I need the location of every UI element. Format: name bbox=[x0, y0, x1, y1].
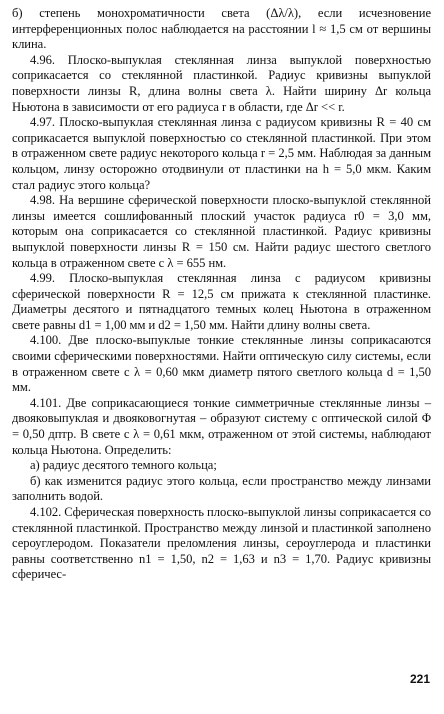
page-number: 221 bbox=[409, 672, 430, 686]
problem-4-101-part-b: б) как изменится радиус этого кольца, если пространство между линзами заполнить водой. bbox=[12, 473, 431, 504]
problem-4-97: 4.97. Плоско-выпуклая стеклянная линза с радиусом кривизны R = 40 см соприкасается выпуклой поверхностью со стеклянной пластинкой. При этом в отраженном свете радиус некоторого кольца r = 2,5 мм. Наблюдая за данным кольцом, линзу осторожно отодвинули от пластинки на h = 5,0 мкм. Каким стал радиус этого кольца? bbox=[12, 115, 431, 192]
paragraph-continuation-b: б) степень монохроматичности света (Δλ/λ), если исчезновение интерференционных полос наблюдается на расстоянии l ≈ 1,5 см от вершины клина. bbox=[12, 6, 431, 52]
problem-4-101: 4.101. Две соприкасающиеся тонкие симметричные стеклянные линзы – двояковыпуклая и двояковогнутая – образуют систему с оптической силой Φ = 0,50 дптр. В свете с λ = 0,61 мкм, отраженном от этой системы, наблюдают кольца Ньютона. Определить: bbox=[12, 395, 431, 457]
problem-4-101-part-a: а) радиус десятого темного кольца; bbox=[30, 458, 217, 473]
problem-4-99: 4.99. Плоско-выпуклая стеклянная линза с радиусом кривизны сферической поверхности R = 12,5 см прижата к стеклянной пластинке. Диаметры десятого и пятнадцатого темных колец Ньютона в отраженном свете равны d1 = 1,00 мм и d2 = 1,50 мм. Найти длину волны света. bbox=[12, 271, 431, 332]
problem-4-100: 4.100. Две плоско-выпуклые тонкие стеклянные линзы соприкасаются своими сферическими поверхностями. Найти оптическую силу системы, если в отраженном свете с λ = 0,60 мкм диаметр пятого светлого кольца d = 1,50 мм. bbox=[12, 333, 431, 395]
problem-4-96: 4.96. Плоско-выпуклая стеклянная линза выпуклой поверхностью соприкасается со стеклянной пластинкой. Радиус кривизны выпуклой поверхности линзы R, длина волны света λ. Найти ширину Δr кольца Ньютона в зависимости от его радиуса r в области, где Δr << r. bbox=[12, 52, 431, 114]
problem-4-102: 4.102. Сферическая поверхность плоско-выпуклой линзы соприкасается со стеклянной пластинкой. Пространство между линзой и пластинкой заполнено сероуглеродом. Показатели преломления линзы, сероуглерода и пластинки равны соответственно n1 = 1,50, n2 = 1,63 и n3 = 1,70. Радиус кривизны сферичес- bbox=[12, 505, 431, 582]
problem-4-98: 4.98. На вершине сферической поверхности плоско-выпуклой стеклянной линзы имеется сошлифованный плоский участок радиуса r0 = 3,0 мм, которым она соприкасается со стеклянной пластинкой. Радиус кривизны выпуклой поверхности линзы R = 150 см. Найти радиус шестого светлого кольца в отраженном свете с λ = 655 нм. bbox=[12, 193, 431, 270]
